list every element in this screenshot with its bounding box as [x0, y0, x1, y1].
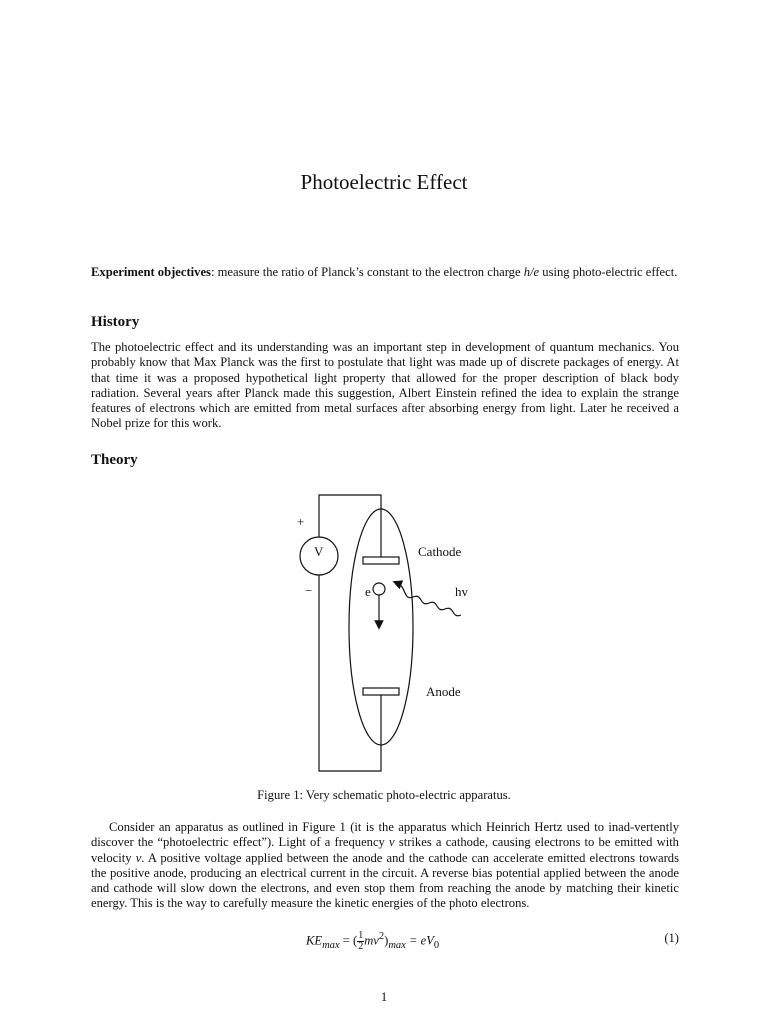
- consider-text-1: Consider an apparatus as outlined in Figure 1 (it is the apparatus which Heinrich Hertz used to inad-vertently discover the “photoelectric effect”). Light of a frequency: [91, 820, 679, 850]
- history-heading: History: [91, 314, 140, 330]
- voltmeter-label: V: [314, 544, 324, 559]
- consider-text-2: strikes a cathode, causing electrons to be emitted with velocity: [91, 835, 679, 865]
- anode-label: Anode: [426, 684, 461, 699]
- eq-lhs-sub: max: [322, 939, 340, 951]
- objectives-text-after: using photo-electric effect.: [539, 265, 678, 279]
- circuit-wire: [319, 495, 381, 537]
- eq-frac-den: 2: [358, 941, 364, 952]
- eq-mid: mv: [364, 933, 379, 948]
- objectives-label: Experiment objectives: [91, 265, 211, 279]
- eq-lhs: KE: [306, 933, 323, 948]
- frequency-symbol: ν: [389, 835, 395, 850]
- eq-open: = (: [339, 933, 358, 948]
- equation-number: (1): [664, 931, 679, 945]
- velocity-symbol: v: [135, 850, 142, 865]
- photon-label: hv: [455, 584, 468, 599]
- electron-circle: [373, 583, 385, 595]
- equation-body: [306, 931, 439, 952]
- eq-mid-sub: max: [388, 939, 406, 951]
- cathode-label: Cathode: [418, 544, 462, 559]
- eq-square: 2: [378, 931, 385, 943]
- objectives-symbol: h/e: [523, 265, 540, 279]
- history-paragraph: The photoelectric effect and its understanding was an important step in development of quantum mechanics. You probably know that Max Planck was the first to postulate that light was made up of discrete packages of energy. At that time it was a proposed hypothetical light property that allowed for the proper description of black body radiation. Several years after Planck made this suggestion, Albert Einstein refined the idea to explain the strange features of electrons which are emitted from metal surfaces after absorbing energy from light. Later he received a Nobel prize for this work.: [91, 340, 679, 431]
- eq-close: ): [384, 933, 389, 948]
- eq-rhs: = eV: [405, 933, 434, 948]
- plus-label: +: [297, 514, 305, 529]
- eq-frac-num: 1: [358, 930, 364, 941]
- consider-text-3: . A positive voltage applied between the anode and the cathode can accelerate emitted electrons towards the positive anode, producing an electrical current in the circuit. A reverse bias potential applied between the anode and cathode will slow down the electrons, and even stop them from reaching the anode by matching their kinetic energy. This is the way to carefully measure the kinetic energies of the photo electrons.: [91, 850, 679, 911]
- page-title: Photoelectric Effect: [300, 170, 468, 194]
- figure-caption: Figure 1: Very schematic photo-electric apparatus.: [257, 788, 511, 802]
- photon-wave: [397, 583, 461, 616]
- theory-heading: Theory: [91, 452, 138, 468]
- page-number: 1: [380, 990, 388, 1004]
- eq-rhs-sub: 0: [433, 939, 440, 951]
- equation-1: [91, 927, 679, 955]
- minus-label: −: [305, 583, 313, 598]
- consider-paragraph: [91, 820, 679, 912]
- apparatus-figure: [285, 487, 485, 777]
- anode-plate: [363, 688, 399, 695]
- objectives-paragraph: [91, 265, 679, 280]
- apparatus-diagram: [285, 487, 485, 777]
- cathode-plate: [363, 557, 399, 564]
- objectives-text-before: : measure the ratio of Planck’s constant to the electron charge: [210, 265, 524, 279]
- electron-label: e: [365, 584, 371, 599]
